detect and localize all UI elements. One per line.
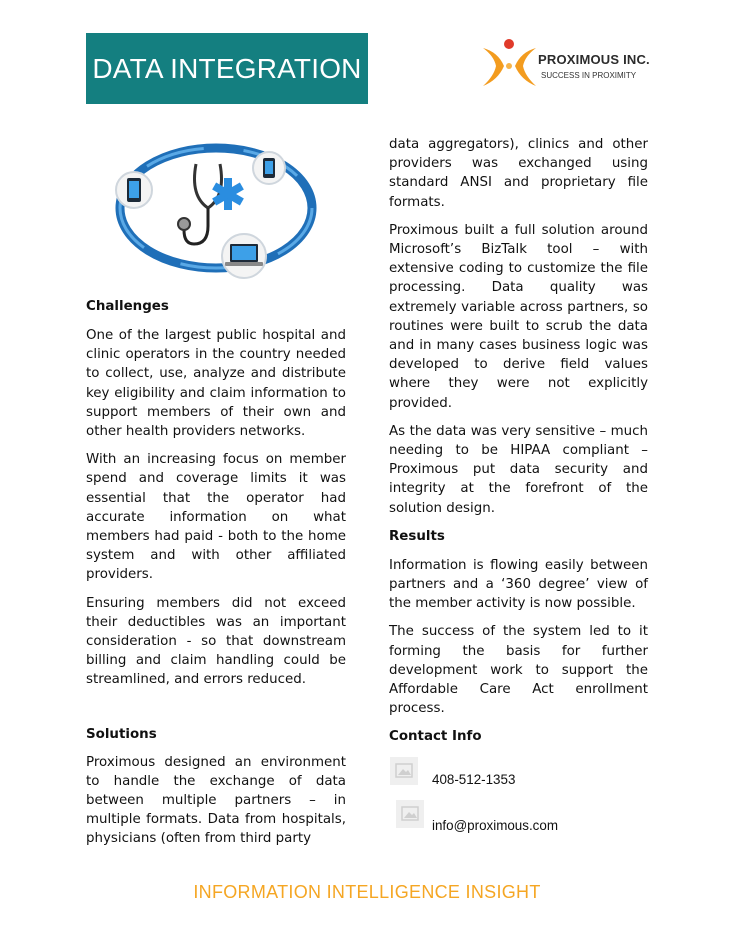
results-heading: Results (389, 528, 445, 544)
logo-name: PROXIMOUS INC. (538, 52, 650, 67)
footer-tagline: INFORMATION INTELLIGENCE INSIGHT (193, 882, 541, 902)
healthcare-devices-illustration (104, 134, 328, 286)
contact-email[interactable]: info@proximous.com (432, 818, 558, 833)
contact-phone[interactable]: 408-512-1353 (432, 772, 516, 787)
contact-heading: Contact Info (389, 729, 482, 745)
results-paragraph-2: The success of the system led to it forming the basis for further development work to support the Affordable Care Act enrollment process. (389, 624, 648, 717)
solutions-paragraph-2: Proximous built a full solution around Microsoft’s BizTalk tool – with extensive coding to customize the file processing. Data quality was extremely variable across partners, so routines were built to scrub the data and in many cases business logic was developed to derive field values where they were not explicitly provided. (389, 222, 648, 411)
logo-tagline: SUCCESS IN PROXIMITY (541, 71, 637, 80)
image-placeholder-icon (396, 800, 424, 828)
results-paragraph-1: Information is flowing easily between partners and a ‘360 degree’ view of the member activity is now possible. (389, 557, 648, 612)
page-title: DATA INTEGRATION (86, 33, 368, 104)
solutions-paragraph-1-continued: data aggregators), clinics and other providers was exchanged using standard ANSI and proprietary file formats. (389, 137, 648, 210)
challenges-paragraph-1: One of the largest public hospital and clinic operators in the country needed to collect, use, analyze and distribute key eligibility and claim information to support members of their own and other health providers networks. (86, 328, 346, 440)
challenges-heading: Challenges (86, 299, 169, 314)
challenges-paragraph-2: With an increasing focus on member spend and coverage limits it was essential that the operator had accurate information on what members had paid - both to the home system and with other affiliated providers. (86, 452, 346, 583)
right-column (389, 135, 648, 746)
challenges-paragraph-3: Ensuring members did not exceed their deductibles was an important consideration - so that downstream billing and claim handling could be streamlined, and errors reduced. (86, 595, 346, 688)
left-column (86, 297, 346, 858)
solutions-heading: Solutions (86, 726, 157, 742)
solutions-paragraph-1: Proximous designed an environment to handle the exchange of data between multiple partners – in multiple formats. Data from hospitals, physicians (often from third party (86, 754, 346, 847)
solutions-paragraph-3: As the data was very sensitive – much needing to be HIPAA compliant – Proximous put data security and integrity at the forefront of the solution design. (389, 423, 648, 516)
image-placeholder-icon (390, 757, 418, 785)
